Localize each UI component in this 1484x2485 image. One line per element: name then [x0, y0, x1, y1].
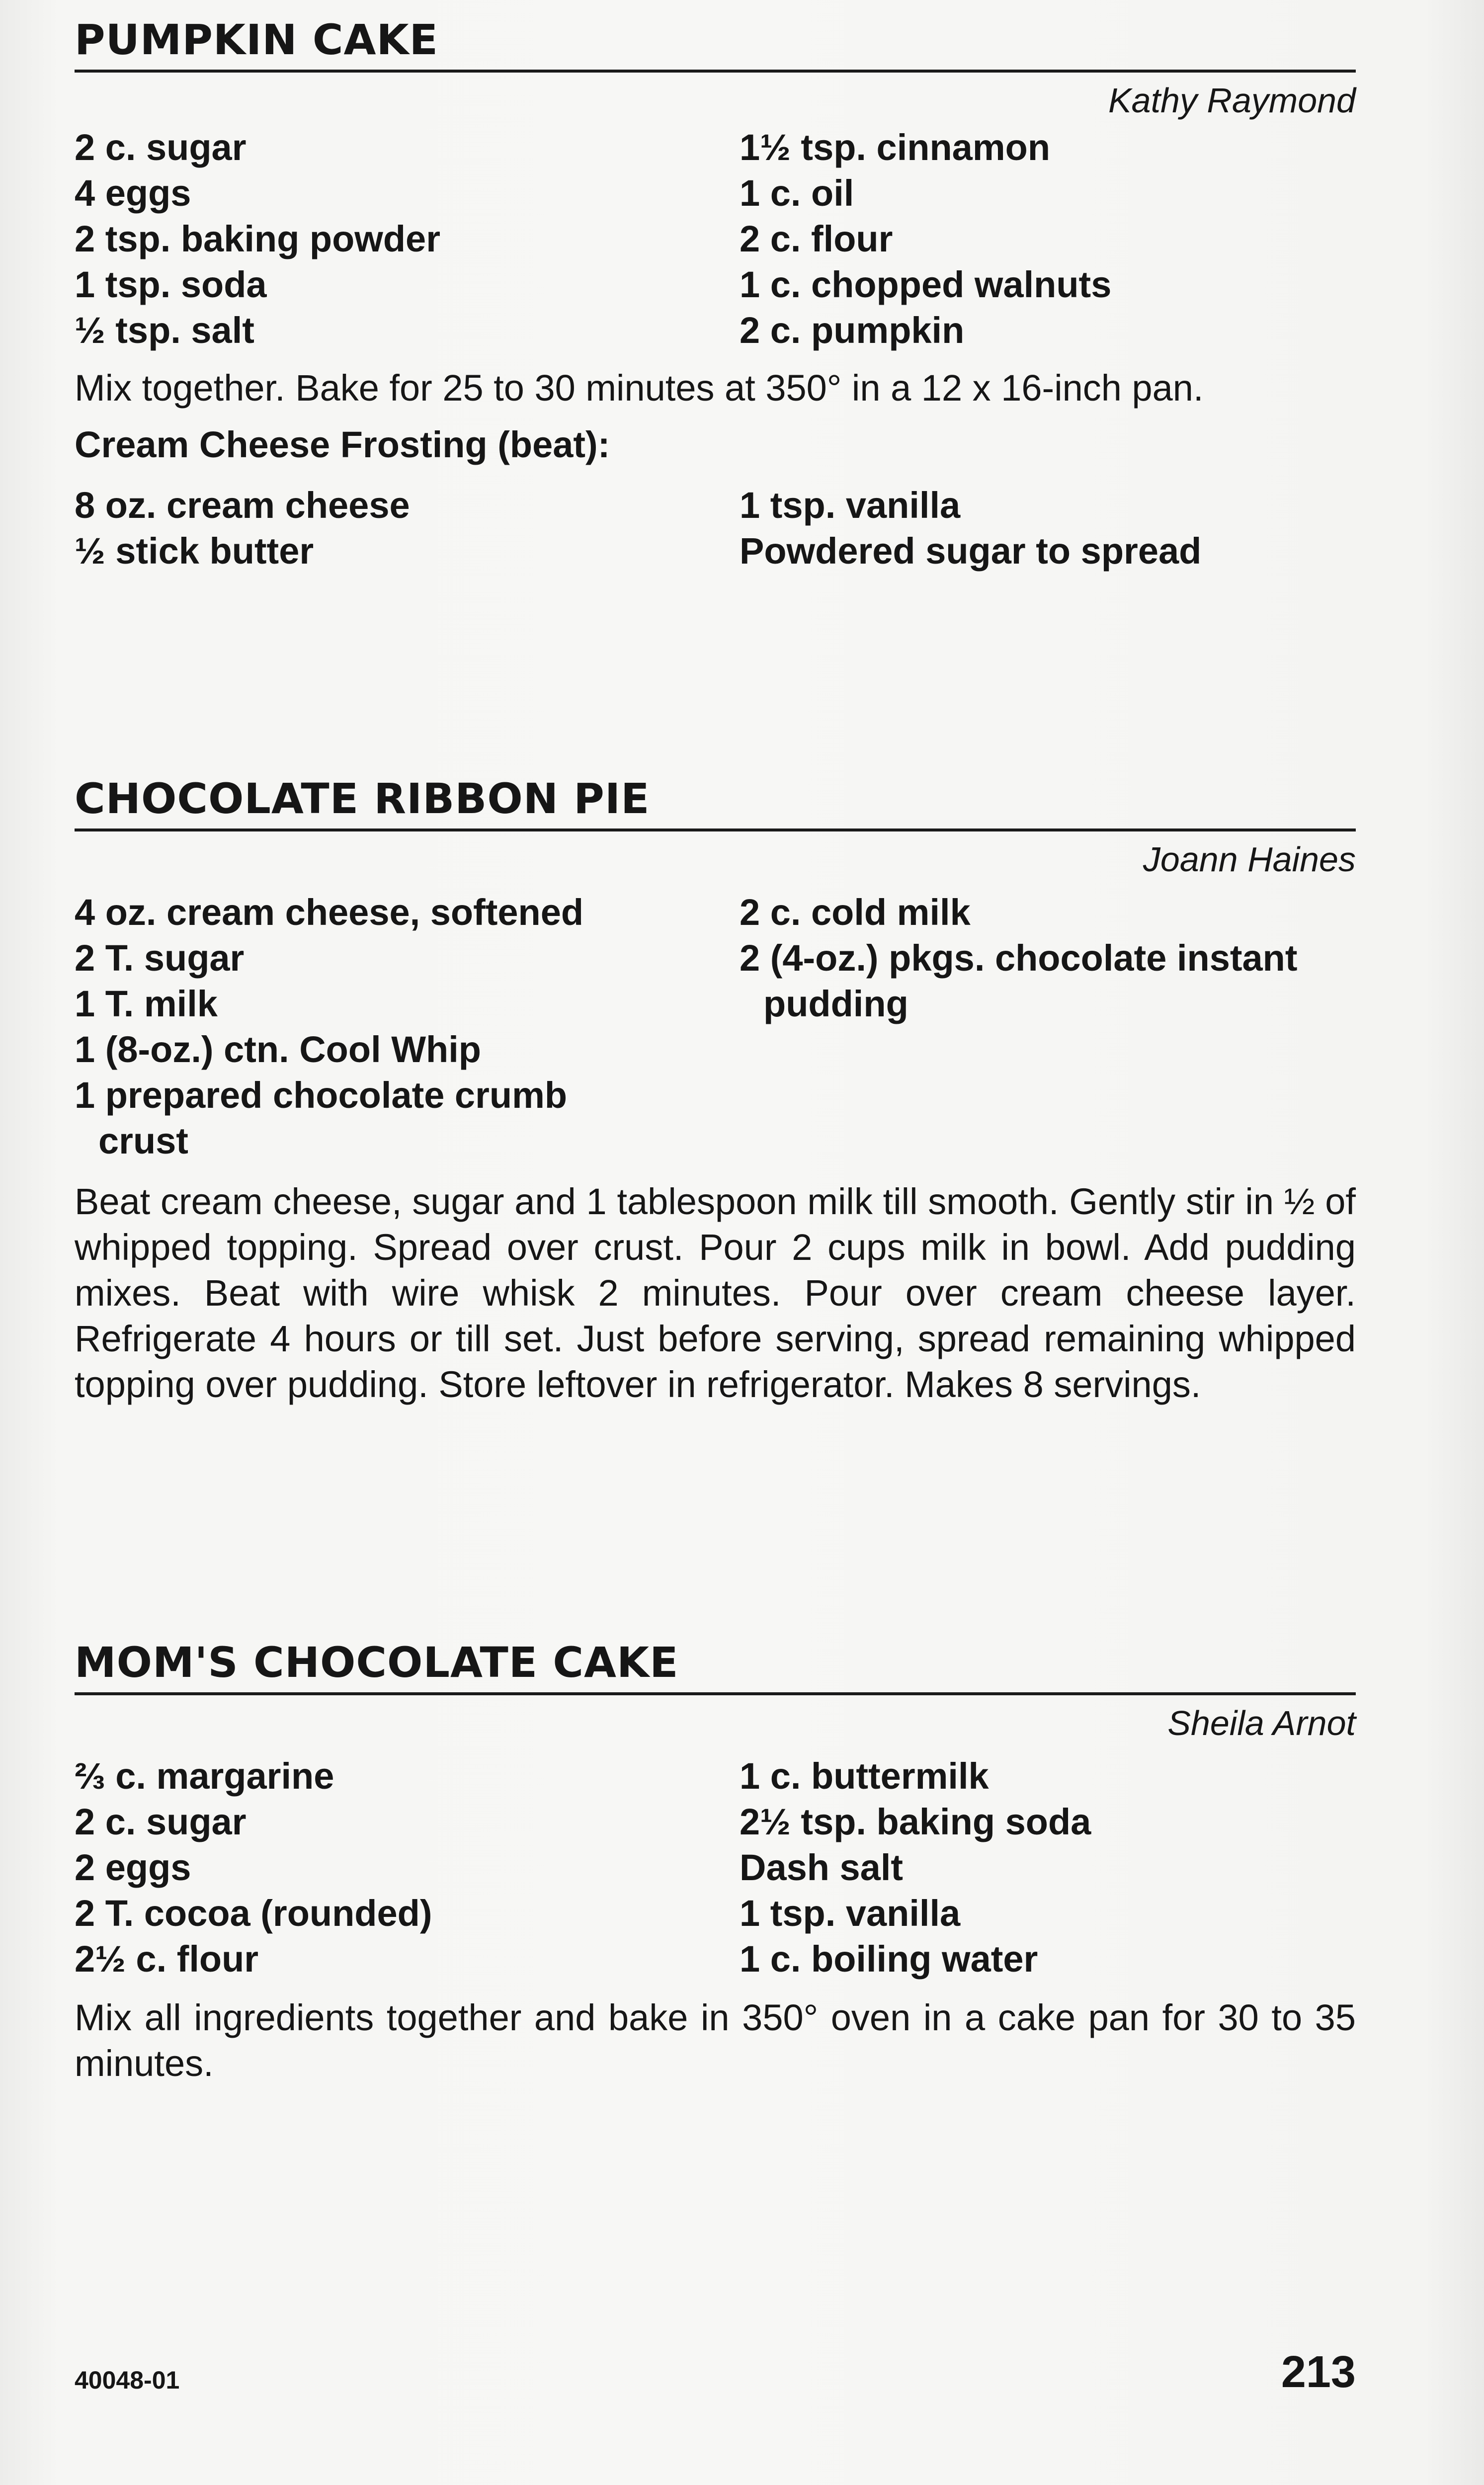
- ingredient: Dash salt: [740, 1847, 904, 1888]
- footer-code: 40048-01: [75, 2366, 180, 2394]
- recipe-chocolate-ribbon-pie: [75, 774, 1356, 1408]
- ingredients-left: [75, 890, 740, 1164]
- ingredient: 2 tsp. baking powder: [75, 218, 440, 259]
- frosting-ingredients-right: [740, 483, 1356, 574]
- ingredients-right: [740, 1753, 1356, 1982]
- ingredient-columns: [75, 125, 1356, 353]
- ingredient: 1 (8-oz.) ctn. Cool Whip: [75, 1029, 482, 1070]
- ingredient: ½ tsp. salt: [75, 310, 254, 351]
- ingredient: 2 T. cocoa (rounded): [75, 1893, 432, 1934]
- ingredient: 4 oz. cream cheese, softened: [75, 892, 584, 933]
- ingredient: 2 T. sugar: [75, 937, 245, 979]
- ingredients-right: [740, 125, 1356, 353]
- ingredient: 1 T. milk: [75, 983, 218, 1024]
- ingredients-left: [75, 125, 740, 353]
- ingredient-columns: [75, 1753, 1356, 1982]
- ingredient: 1 c. chopped walnuts: [740, 264, 1112, 305]
- page-number: 213: [1281, 2347, 1356, 2397]
- ingredient: 1 prepared chocolate crumb crust: [75, 1075, 568, 1161]
- recipe-directions: Beat cream cheese, sugar and 1 tablespoon milk till smooth. Gently stir in ½ of whipped topping. Spread over crust. Pour 2 cups milk in bowl. Add pudding mixes. Beat with wire whisk 2 minutes. Pour over cream cheese layer. Refrigerate 4 hours or till set. Just before serving, spread remaining whipped topping over pudding. Store leftover in refrigerator. Makes 8 servings.: [75, 1181, 1356, 1405]
- recipe-directions: Mix together. Bake for 25 to 30 minutes at 350° in a 12 x 16-inch pan.: [75, 367, 1204, 409]
- recipe-title: CHOCOLATE RIBBON PIE: [75, 778, 1356, 831]
- ingredient: 2½ c. flour: [75, 1938, 259, 1980]
- recipe-moms-chocolate-cake: [75, 1638, 1356, 2086]
- recipe-author: Joann Haines: [1143, 840, 1356, 879]
- ingredient: 2 c. cold milk: [740, 892, 971, 933]
- ingredient: Powdered sugar to spread: [740, 530, 1202, 572]
- ingredient: 1 tsp. vanilla: [740, 485, 961, 526]
- ingredient: ½ stick butter: [75, 530, 314, 572]
- recipe-author: Sheila Arnot: [1167, 1704, 1356, 1742]
- ingredient: 8 oz. cream cheese: [75, 485, 410, 526]
- ingredient: 2 c. pumpkin: [740, 310, 965, 351]
- ingredient: 2 c. sugar: [75, 1801, 247, 1842]
- recipe-author: Kathy Raymond: [1108, 81, 1356, 120]
- ingredient: 4 eggs: [75, 172, 191, 214]
- frosting-ingredient-columns: [75, 483, 1356, 574]
- ingredients-right: [740, 890, 1370, 1164]
- ingredient: ⅔ c. margarine: [75, 1755, 334, 1797]
- recipe-directions: Mix all ingredients together and bake in 350° oven in a cake pan for 30 to 35 minutes.: [75, 1997, 1356, 2084]
- ingredient: 1 tsp. soda: [75, 264, 267, 305]
- ingredient: 2 c. flour: [740, 218, 893, 259]
- recipe-title: MOM'S CHOCOLATE CAKE: [75, 1642, 1356, 1695]
- ingredient: 2 (4-oz.) pkgs. chocolate instant pudding: [740, 937, 1298, 1024]
- ingredient: 1 tsp. vanilla: [740, 1893, 961, 1934]
- frosting-ingredients-left: [75, 483, 740, 574]
- ingredient: 1½ tsp. cinnamon: [740, 127, 1051, 168]
- ingredient: 1 c. boiling water: [740, 1938, 1038, 1980]
- recipe-title: PUMPKIN CAKE: [75, 19, 1356, 73]
- ingredient: 2½ tsp. baking soda: [740, 1801, 1091, 1842]
- ingredient-columns: [75, 890, 1356, 1164]
- ingredients-left: [75, 1753, 740, 1982]
- ingredient: 1 c. oil: [740, 172, 854, 214]
- ingredient: 2 eggs: [75, 1847, 191, 1888]
- recipe-pumpkin-cake: [75, 15, 1356, 574]
- ingredient: 1 c. buttermilk: [740, 1755, 989, 1797]
- frosting-subheading: Cream Cheese Frosting (beat):: [75, 424, 610, 465]
- ingredient: 2 c. sugar: [75, 127, 247, 168]
